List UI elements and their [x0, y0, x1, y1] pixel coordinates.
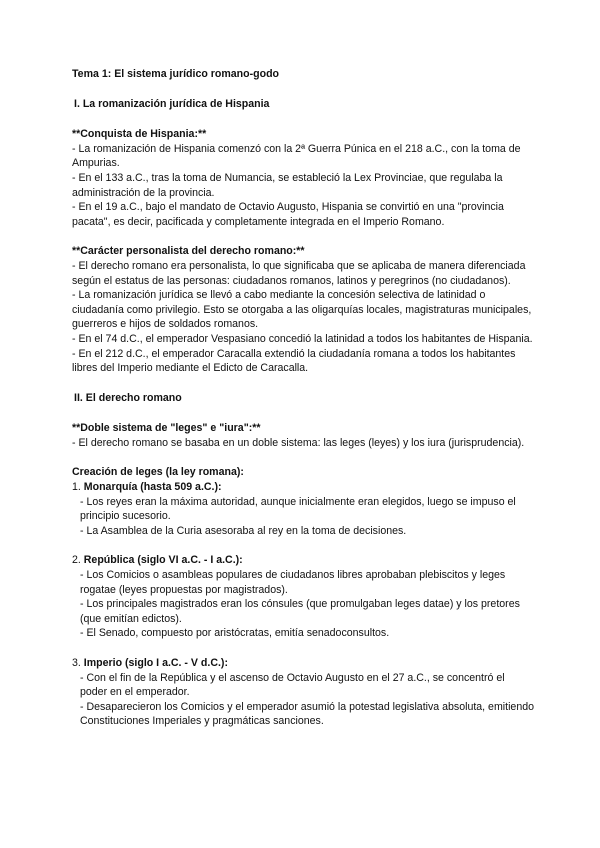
list-item: - En el 212 d.C., el emperador Caracalla extendió la ciudadanía romana a todos los habitantes libres del Imperio mediante el Edicto de Caracalla. — [72, 347, 516, 375]
list-item: - El Senado, compuesto por aristócratas, emitía senadoconsultos. — [80, 627, 390, 640]
period-republica — [72, 553, 534, 641]
list-item: - La Asamblea de la Curia asesoraba al rey en la toma de decisiones. — [80, 524, 407, 537]
block-conquista — [72, 127, 534, 229]
period-number: 3. — [72, 657, 84, 669]
list-item: - Desaparecieron los Comicios y el emperador asumió la potestad legislativa absoluta, emitiendo Constituciones Imperiales y pragmáticas sanciones. — [80, 700, 534, 728]
list-item: - La romanización jurídica se llevó a cabo mediante la concesión selectiva de latinidad o ciudadanía como privilegio. Esto se otorgaba a las oligarquías locales, magistraturas municipales, guerreros e hijos de soldados romanos. — [72, 289, 532, 331]
list-item: - Los Comicios o asambleas populares de ciudadanos libres aprobaban plebiscitos y leges rogatae (leyes propuestas por magistrados). — [80, 569, 506, 596]
period-monarquia — [72, 480, 534, 538]
period-label: Imperio (siglo I a.C. - V d.C.): — [83, 657, 228, 669]
period-label: República (siglo VI a.C. - I a.C.): — [83, 554, 243, 567]
list-item: - Con el fin de la República y el ascenso de Octavio Augusto en el 27 a.C., se concentró el poder en el emperador. — [80, 671, 505, 699]
list-item: - En el 74 d.C., el emperador Vespasiano concedió la latinidad a todos los habitantes de Hispania. — [72, 332, 533, 345]
subheading-conquista: **Conquista de Hispania:** — [72, 128, 207, 141]
document-content — [72, 67, 534, 744]
block-doble-sistema — [72, 421, 534, 450]
period-label: Monarquía (hasta 509 a.C.): — [83, 481, 222, 494]
block-caracter-personalista — [72, 244, 534, 375]
list-item: - En el 133 a.C., tras la toma de Numancia, se estableció la Lex Provinciae, que regulaba la administración de la provincia. — [72, 171, 503, 199]
period-heading — [72, 480, 534, 495]
period-number: 2. — [72, 554, 84, 567]
period-heading — [72, 656, 534, 671]
document-title: Tema 1: El sistema jurídico romano-godo — [72, 68, 280, 80]
subheading-creacion-leges: Creación de leges (la ley romana): — [72, 466, 244, 479]
block-creacion-leges — [72, 465, 534, 729]
period-imperio — [72, 656, 534, 729]
list-item: - El derecho romano era personalista, lo que significaba que se aplicaba de manera diferenciada según el estatus de las personas: ciudadanos romanos, latinos y peregrinos (no ciudadanos). — [72, 259, 526, 287]
subheading-doble-sistema: **Doble sistema de "leges" e "iura":** — [72, 422, 261, 435]
subheading-caracter-personalista: **Carácter personalista del derecho romano:** — [72, 245, 305, 258]
list-item: - Los reyes eran la máxima autoridad, aunque inicialmente eran elegidos, luego se impuso el principio sucesorio. — [80, 495, 516, 523]
section-heading-romanizacion: I. La romanización jurídica de Hispania — [74, 97, 270, 110]
list-item: - En el 19 a.C., bajo el mandato de Octavio Augusto, Hispania se convirtió en una "provincia pacata", es decir, pacificada y completamente integrada en el Imperio Romano. — [72, 201, 504, 228]
list-item: - Los principales magistrados eran los cónsules (que promulgaban leges datae) y los pretores (que emitían edictos). — [80, 598, 520, 625]
period-number: 1. — [72, 481, 84, 494]
list-item: - La romanización de Hispania comenzó con la 2ª Guerra Púnica en el 218 a.C., con la toma de Ampurias. — [72, 142, 521, 170]
period-heading — [72, 553, 534, 568]
list-item: - El derecho romano se basaba en un doble sistema: las leges (leyes) y los iura (jurisprudencia). — [72, 436, 525, 449]
section-heading-derecho-romano: II. El derecho romano — [74, 391, 182, 404]
